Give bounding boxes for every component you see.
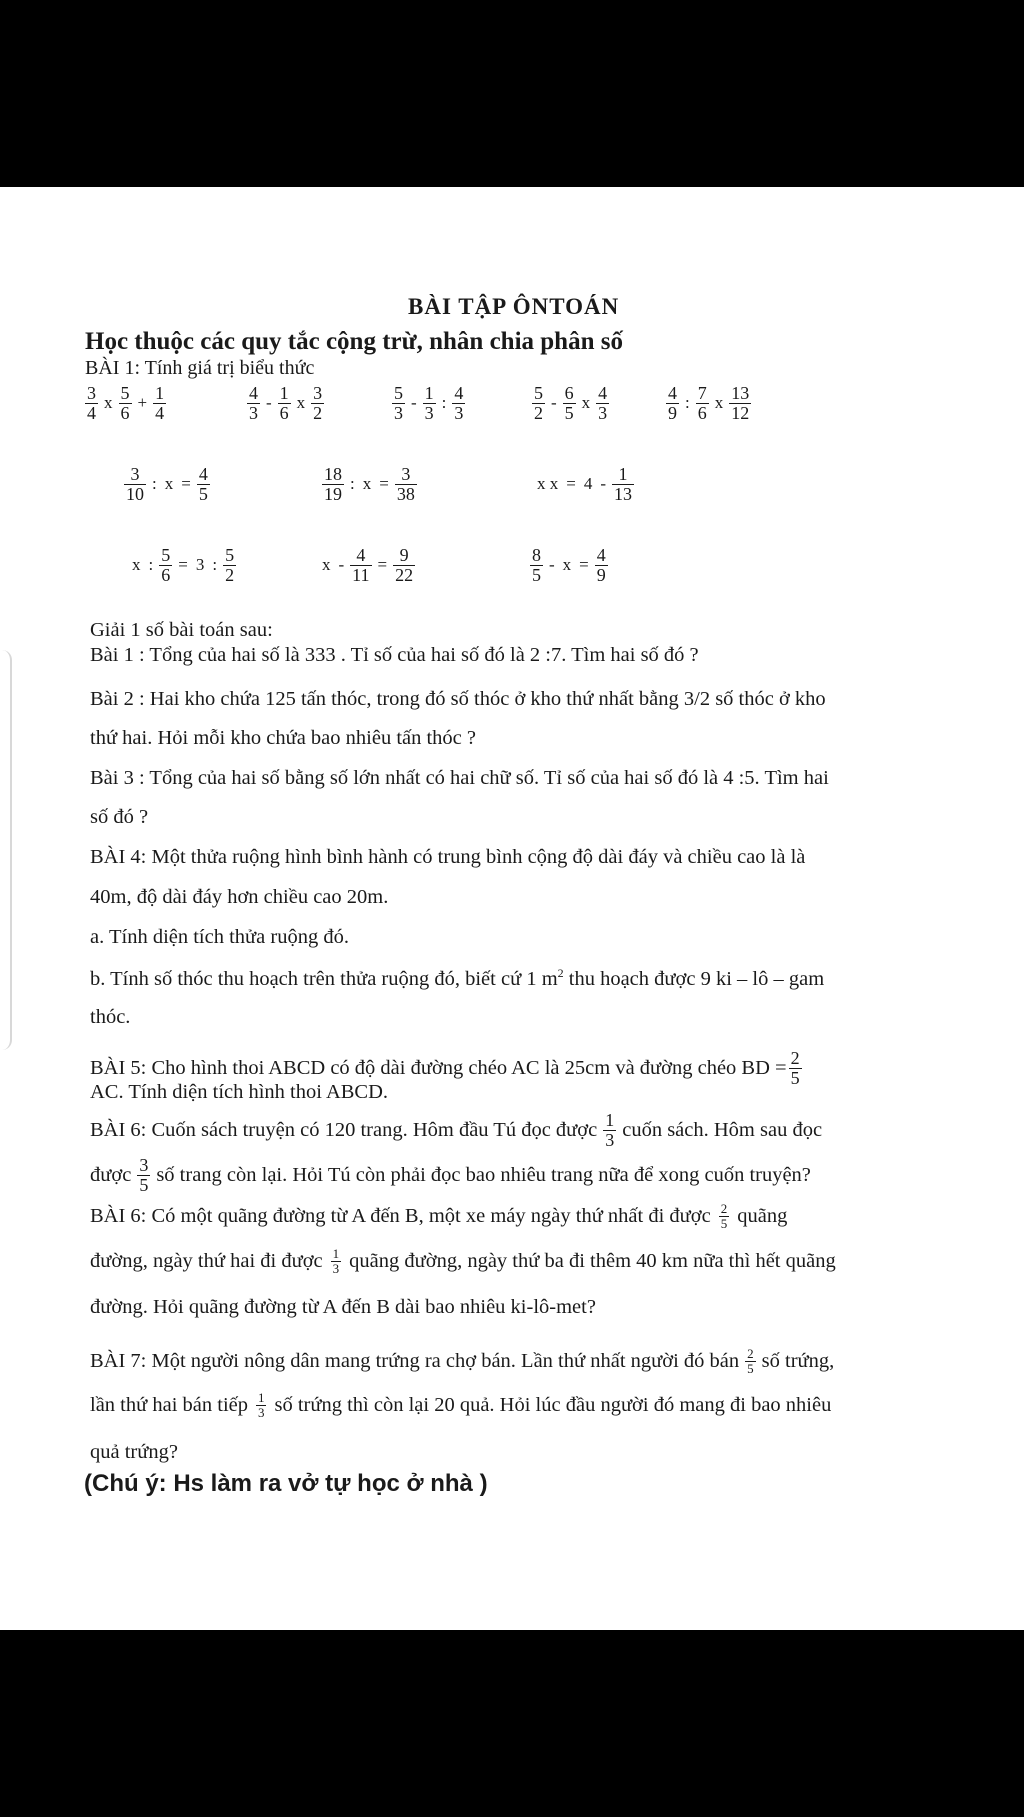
math-operator: x — [581, 393, 591, 413]
denominator: 6 — [120, 402, 130, 423]
numerator: 3 — [139, 1155, 149, 1175]
giai-heading: Giải 1 số bài toán sau: — [90, 619, 273, 641]
numerator: 9 — [399, 545, 409, 565]
denominator: 2 — [534, 402, 543, 423]
numerator: 1 — [257, 1390, 265, 1405]
math-operator: - — [600, 474, 607, 494]
numerator: 8 — [532, 545, 541, 565]
math-operator: - — [549, 555, 555, 575]
fraction — [612, 465, 634, 504]
problem-3-line-1: Bài 3 : Tổng của hai số bằng số lớn nhất có hai chữ số. Tỉ số của hai số đó là 4 :5. Tìm hai — [90, 767, 829, 789]
math-operator: = — [181, 474, 191, 494]
math-operator: x — [714, 393, 724, 413]
fraction — [159, 546, 172, 585]
numerator: 1 — [279, 383, 289, 403]
denominator: 5 — [532, 564, 541, 585]
denominator: 2 — [313, 402, 323, 423]
numerator: 2 — [790, 1048, 800, 1068]
problem-7-line-2: lần thứ hai bán tiếp $\frac{1}{3}$ số trứng thì còn lại 20 quả. Hỏi lúc đầu người đó mang đi bao nhiêu — [90, 1390, 832, 1420]
math-operator: : — [152, 474, 157, 494]
fraction — [278, 384, 291, 423]
denominator: 3 — [424, 402, 434, 423]
denominator: 38 — [396, 483, 415, 504]
expression-1 — [83, 384, 168, 423]
fraction — [124, 465, 146, 504]
fraction — [603, 1111, 616, 1150]
document-page — [0, 187, 1024, 1630]
expression-4 — [530, 384, 611, 423]
problem-6b-line-3: đường. Hỏi quãng đường từ A đến B dài bao nhiêu ki-lô-met? — [90, 1296, 596, 1318]
denominator: 3 — [598, 402, 608, 423]
problem-5-line-2: AC. Tính diện tích hình thoi ABCD. — [90, 1081, 389, 1103]
math-operator: 3 — [195, 555, 205, 575]
math-operator: - — [551, 393, 557, 413]
fraction — [423, 384, 436, 423]
numerator: 1 — [618, 464, 628, 484]
math-operator: x — [562, 555, 572, 575]
math-operator: : — [212, 555, 218, 575]
numerator: 5 — [534, 383, 543, 403]
denominator: 6 — [279, 402, 289, 423]
numerator: 7 — [697, 383, 707, 403]
fraction — [311, 384, 324, 423]
denominator: 5 — [790, 1067, 800, 1088]
math-operator: - — [266, 393, 272, 413]
denominator: 13 — [614, 483, 633, 504]
math-operator: x x — [537, 474, 559, 494]
fraction — [729, 384, 751, 423]
fraction — [119, 384, 132, 423]
fraction — [392, 384, 405, 423]
problem-7-line-3: quả trứng? — [90, 1441, 178, 1463]
equation-r3 — [533, 465, 636, 504]
fraction — [666, 384, 679, 423]
bai1-heading: BÀI 1: Tính giá trị biểu thức — [85, 357, 315, 379]
fraction — [532, 384, 545, 423]
denominator: 3 — [454, 402, 464, 423]
denominator: 5 — [139, 1174, 149, 1195]
numerator: 4 — [356, 545, 366, 565]
math-operator: : — [350, 474, 355, 494]
fraction — [719, 1202, 730, 1230]
math-operator: = — [566, 474, 576, 494]
numerator: 3 — [313, 383, 323, 403]
denominator: 3 — [257, 1404, 265, 1420]
note: (Chú ý: Hs làm ra vở tự học ở nhà ) — [84, 1470, 488, 1497]
equation-r2 — [320, 465, 419, 504]
denominator: 6 — [697, 402, 707, 423]
problem-1: Bài 1 : Tổng của hai số là 333 . Tỉ số của hai số đó là 2 :7. Tìm hai số đó ? — [90, 644, 699, 666]
numerator: 4 — [596, 545, 606, 565]
fraction — [393, 546, 415, 585]
fraction — [322, 465, 344, 504]
numerator: 18 — [324, 464, 342, 484]
fraction — [789, 1049, 802, 1088]
math-operator: x — [322, 555, 331, 575]
fraction — [745, 1347, 756, 1375]
numerator: 2 — [720, 1201, 728, 1216]
problem-6b-line-2: đường, ngày thứ hai đi được $\frac{1}{3}$ quãng đường, ngày thứ ba đi thêm 40 km nữa thì hết quãng — [90, 1246, 836, 1276]
fraction — [256, 1391, 267, 1419]
denominator: 9 — [596, 564, 606, 585]
denominator: 12 — [731, 402, 750, 423]
numerator: 4 — [249, 383, 258, 403]
problem-4-line-1: BÀI 4: Một thửa ruộng hình bình hành có trung bình cộng độ dài đáy và chiều cao là là — [90, 846, 806, 868]
math-operator: : — [685, 393, 690, 413]
math-operator: 4 — [583, 474, 593, 494]
numerator: 5 — [161, 545, 171, 565]
math-operator: x — [104, 393, 113, 413]
fraction — [247, 384, 260, 423]
fraction — [696, 384, 709, 423]
problem-3-line-2: số đó ? — [90, 806, 149, 828]
fraction — [596, 384, 609, 423]
fraction — [395, 465, 417, 504]
denominator: 3 — [394, 402, 403, 423]
numerator: 5 — [225, 545, 235, 565]
denominator: 11 — [352, 564, 370, 585]
numerator: 1 — [605, 1110, 615, 1130]
fraction — [563, 384, 576, 423]
math-operator: x — [164, 474, 174, 494]
document-subtitle: Học thuộc các quy tắc cộng trừ, nhân chia phân số — [85, 328, 623, 355]
denominator: 3 — [332, 1260, 340, 1276]
equation-s1 — [128, 546, 238, 585]
fraction — [452, 384, 465, 423]
denominator: 5 — [720, 1215, 728, 1231]
math-operator: : — [148, 555, 154, 575]
numerator: 4 — [668, 383, 677, 403]
denominator: 4 — [155, 402, 165, 423]
numerator: 5 — [394, 383, 403, 403]
problem-4-line-5: thóc. — [90, 1006, 131, 1028]
denominator: 5 — [198, 483, 208, 504]
expression-5 — [664, 384, 753, 423]
fraction — [137, 1156, 150, 1195]
problem-6a-line-2: được $\frac{3}{5}$ số trang còn lại. Hỏi Tú còn phải đọc bao nhiêu trang nữa để xong cuốn truyện? — [90, 1155, 811, 1195]
math-operator: = — [178, 555, 188, 575]
page-edge-handle — [0, 650, 12, 1050]
numerator: 4 — [454, 383, 464, 403]
denominator: 5 — [747, 1360, 754, 1376]
math-operator: x — [132, 555, 141, 575]
expression-3 — [390, 384, 467, 423]
numerator: 4 — [598, 383, 608, 403]
problem-6b-line-1: BÀI 6: Có một quãng đường từ A đến B, một xe máy ngày thứ nhất đi được $\frac{2}{5}$ quãng — [90, 1201, 788, 1231]
numerator: 2 — [747, 1346, 754, 1361]
numerator: 3 — [401, 464, 411, 484]
denominator: 22 — [395, 564, 414, 585]
denominator: 10 — [126, 483, 144, 504]
denominator: 3 — [605, 1129, 615, 1150]
problem-5-line-1: BÀI 5: Cho hình thoi ABCD có độ dài đường chéo AC là 25cm và đường chéo BD = $\frac{2}{5}$ — [90, 1048, 800, 1088]
equation-r1 — [122, 465, 212, 504]
math-operator: - — [411, 393, 417, 413]
math-operator: + — [137, 393, 148, 413]
fraction — [530, 546, 543, 585]
problem-4-part-b: b. Tính số thóc thu hoạch trên thửa ruộng đó, biết cứ 1 $m^2$ thu hoạch được 9 ki – lô – gam — [90, 966, 825, 990]
math-operator: x — [296, 393, 306, 413]
math-operator: = — [377, 555, 388, 575]
numerator: 1 — [155, 383, 165, 403]
fraction — [197, 465, 210, 504]
numerator: 6 — [564, 383, 574, 403]
denominator: 2 — [225, 564, 235, 585]
denominator: 9 — [668, 402, 677, 423]
math-operator: : — [441, 393, 447, 413]
problem-6a-line-1: BÀI 6: Cuốn sách truyện có 120 trang. Hôm đầu Tú đọc được $\frac{1}{3}$ cuốn sách. Hôm sau đọc — [90, 1110, 823, 1150]
denominator: 6 — [161, 564, 171, 585]
denominator: 5 — [564, 402, 574, 423]
numerator: 1 — [424, 383, 434, 403]
problem-4-line-2: 40m, độ dài đáy hơn chiều cao 20m. — [90, 886, 389, 908]
math-operator: x — [362, 474, 372, 494]
fraction — [595, 546, 608, 585]
fraction — [85, 384, 98, 423]
denominator: 3 — [249, 402, 258, 423]
numerator: 5 — [120, 383, 130, 403]
numerator: 1 — [332, 1246, 340, 1261]
equation-s3 — [528, 546, 610, 585]
numerator: 3 — [87, 383, 96, 403]
expression-2 — [245, 384, 326, 423]
fraction — [223, 546, 236, 585]
equation-s2 — [318, 546, 417, 585]
fraction — [153, 384, 166, 423]
numerator: 13 — [731, 383, 750, 403]
numerator: 4 — [198, 464, 208, 484]
problem-2-line-1: Bài 2 : Hai kho chứa 125 tấn thóc, trong đó số thóc ở kho thứ nhất bằng 3/2 số thóc ở kho — [90, 688, 826, 710]
math-operator: = — [579, 555, 589, 575]
problem-4-part-a: a. Tính diện tích thửa ruộng đó. — [90, 926, 349, 948]
numerator: 3 — [130, 464, 140, 484]
denominator: 4 — [87, 402, 96, 423]
problem-2-line-2: thứ hai. Hỏi mỗi kho chứa bao nhiêu tấn thóc ? — [90, 727, 477, 749]
math-operator: = — [379, 474, 389, 494]
math-operator: - — [338, 555, 345, 575]
fraction — [331, 1247, 342, 1275]
fraction — [350, 546, 371, 585]
denominator: 19 — [324, 483, 342, 504]
document-title: BÀI TẬP ÔNTOÁN — [408, 294, 620, 319]
problem-7-line-1: BÀI 7: Một người nông dân mang trứng ra chợ bán. Lần thứ nhất người đó bán $\frac{2}{5}$ số trứng, — [90, 1346, 835, 1376]
